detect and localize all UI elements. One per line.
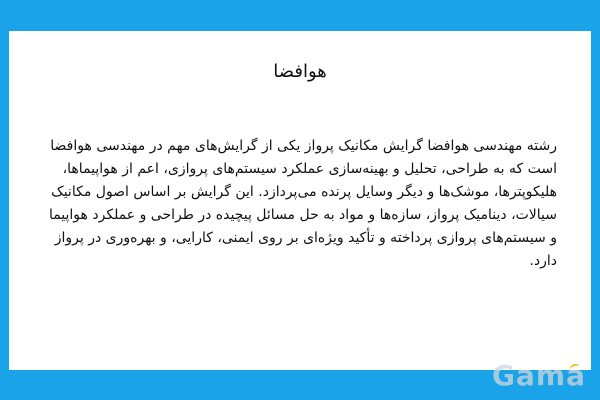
slide-canvas xyxy=(9,31,591,370)
slide-title: هوافضا xyxy=(273,61,327,82)
gama-watermark: Gama xyxy=(492,359,586,392)
slide-body-text: رشته مهندسی هوافضا گرایش مکانیک پرواز یکی از گرایش‌های مهم در مهندسی هوافضا است که به طراحی، تحلیل و بهینه‌سازی عملکرد سیستم‌های پروازی، اعم از هواپیماها، هلیکوپترها، موشک‌ها و دیگر وسایل پرنده می‌پردازد. این گرایش بر اساس اصول مکانیک سیالات، دینامیک پرواز، سازه‌ها و مواد به حل مسائل پیچیده در طراحی و عملکرد هواپیما و سیستم‌های پروازی پرداخته و تأکید ویژه‌ای بر روی ایمنی، کارایی، و بهره‌وری در پرواز دارد. xyxy=(48,138,557,269)
